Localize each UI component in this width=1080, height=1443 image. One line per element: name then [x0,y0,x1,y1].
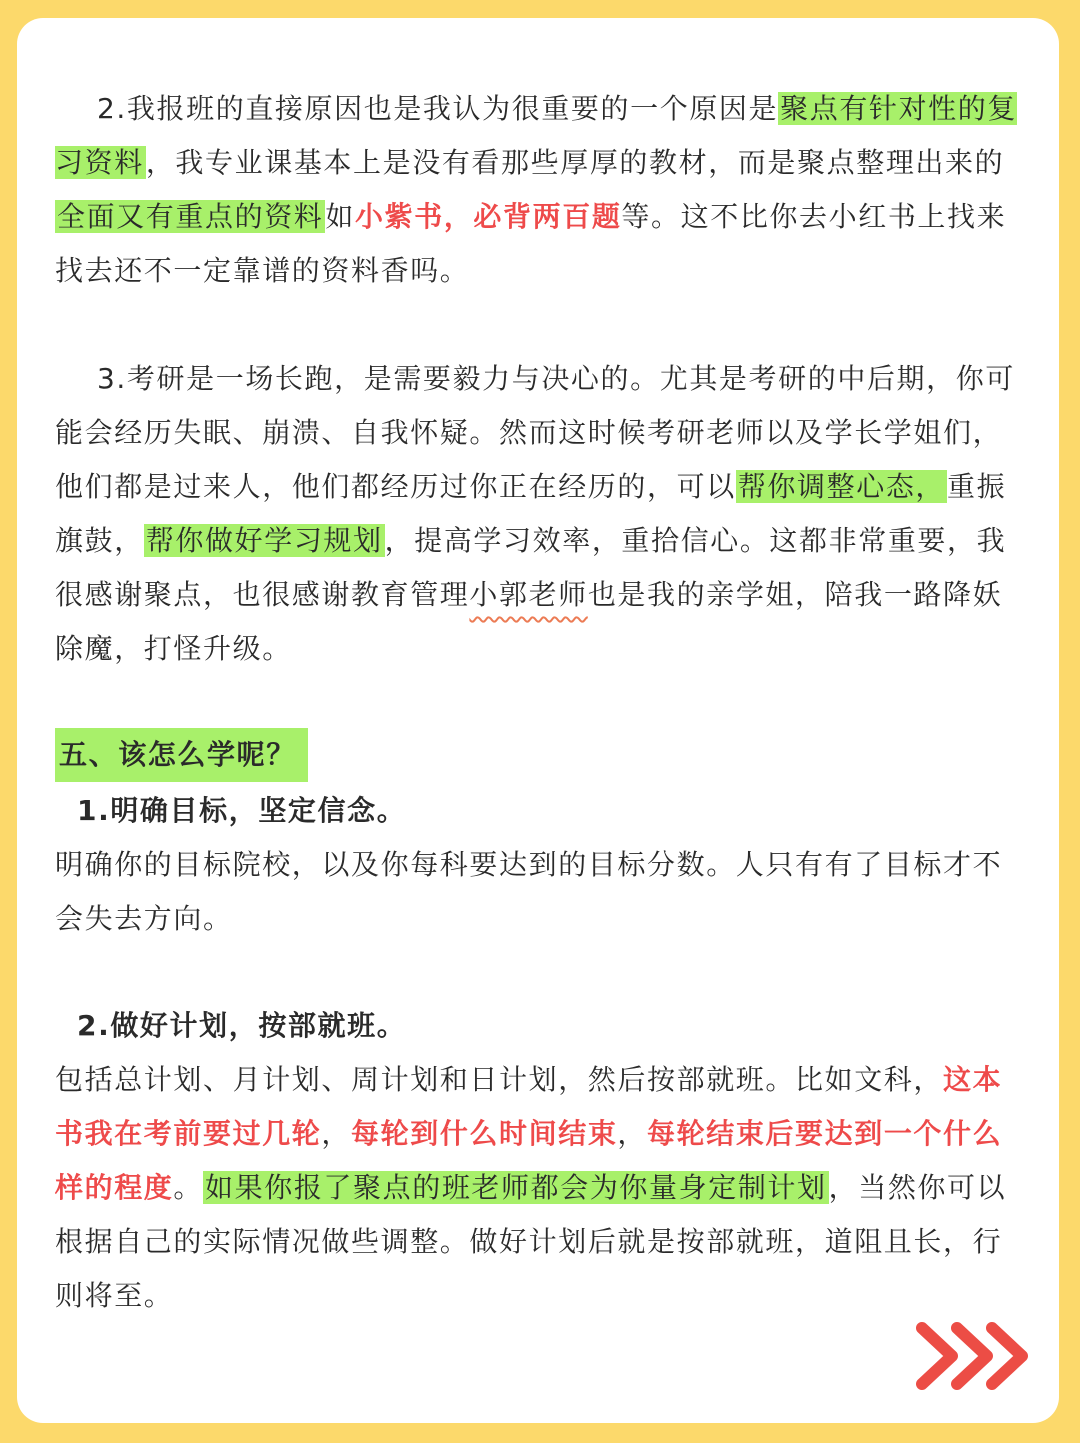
p2-highlight-1: 聚点有针对性的复习资料 [55,92,1017,179]
item2-text-5: ，当然你可以根据自己的实际情况做些调整。做好计划后就是按部就班，道阻且长，行则将至。 [55,1171,1007,1312]
p2-highlight-2: 全面又有重点的资料 [57,200,324,233]
p2-red-text: 小紫书，必背两百题 [355,200,622,233]
p3-underlined-name: 小郭老师 [469,578,588,611]
item2-text-3: ， [617,1117,648,1150]
paragraph-3 [55,352,1025,676]
paragraph-2 [55,82,1025,298]
p3-highlight-1: 帮你调整心态， [737,470,946,503]
item-1-body: 明确你的目标院校，以及你每科要达到的目标分数。人只有有了目标才不会失去方向。 [55,848,1003,935]
item-2-title: 2.做好计划，按部就班。 [77,1009,407,1042]
p3-text-2: 重振旗鼓， [55,470,1007,557]
item2-red-1: 这本书我在考前要过几轮 [55,1063,1003,1150]
item2-highlight: 如果你报了聚点的班老师都会为你量身定制计划 [205,1171,827,1204]
item2-red-3: 每轮结束后要达到一个什么样的程度 [55,1117,1003,1204]
p2-text-4: 等。这不比你去小红书上找来找去还不一定靠谱的资料香吗。 [55,200,1007,287]
p2-text-2: ，我专业课基本上是没有看那些厚厚的教材，而是聚点整理出来的 [145,146,1005,179]
item2-text-1: 包括总计划、月计划、周计划和日计划，然后按部就班。比如文科， [55,1063,944,1096]
item-2-body [55,1053,1025,1323]
p3-text-4: 也是我的亲学姐，陪我一路降妖除魔，打怪升级。 [55,578,1003,665]
p3-highlight-2: 帮你做好学习规划 [145,524,383,557]
item-1-title: 1.明确目标，坚定信念。 [77,794,407,827]
p2-text-1: 2.我报班的直接原因也是我认为很重要的一个原因是 [97,92,779,125]
item2-text-2: ， [321,1117,352,1150]
p3-text-1: 3.考研是一场长跑，是需要毅力与决心的。尤其是考研的中后期，你可能会经历失眠、崩溃、自我怀疑。然而这时候考研老师以及学长学姐们，他们都是过来人，他们都经历过你正在经历的，可以 [55,362,1015,503]
item2-red-2: 每轮到什么时间结束 [351,1117,618,1150]
item2-text-4: 。 [173,1171,204,1204]
p3-text-3: ，提高学习效率，重拾信心。这都非常重要，我很感谢聚点，也很感谢教育管理 [55,524,1007,611]
triple-chevron-right-icon[interactable] [912,1320,1032,1392]
section-5-heading: 五、该怎么学呢？ [55,728,308,782]
p2-text-3: 如 [325,200,356,233]
